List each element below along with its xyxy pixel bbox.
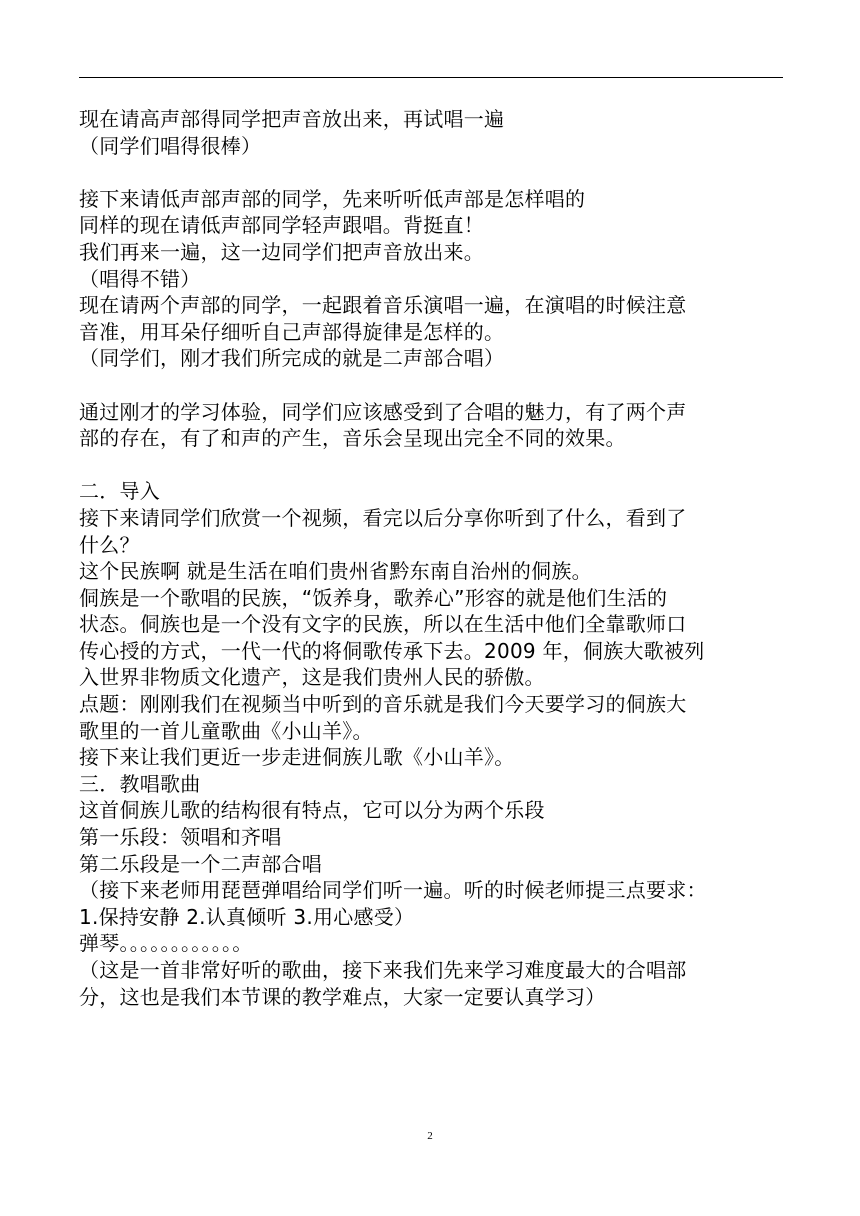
text-line: 现在请两个声部的同学，一起跟着音乐演唱一遍，在演唱的时候注意 xyxy=(79,293,687,318)
text-line: 接下来请同学们欣赏一个视频，看完以后分享你听到了什么，看到了 xyxy=(79,505,687,530)
text-line: 这个民族啊 就是生活在咱们贵州省黔东南自治州的侗族。 xyxy=(79,559,592,584)
section-heading: 二．导入 xyxy=(79,479,160,504)
text-line: 接下来请低声部声部的同学，先来听听低声部是怎样唱的 xyxy=(79,186,586,211)
text-line: 什么？ xyxy=(79,532,140,557)
text-line: 第一乐段：领唱和齐唱 xyxy=(79,825,282,850)
text-line: 同样的现在请低声部同学轻声跟唱。背挺直！ xyxy=(79,213,484,238)
text-line: 这首侗族儿歌的结构很有特点，它可以分为两个乐段 xyxy=(79,798,545,823)
document-body xyxy=(79,106,785,1010)
section-heading: 三．教唱歌曲 xyxy=(79,771,201,796)
text-line: 入世界非物质文化遗产，这是我们贵州人民的骄傲。 xyxy=(79,665,545,690)
blank-line xyxy=(79,372,785,399)
text-line: 音准，用耳朵仔细听自己声部得旋律是怎样的。 xyxy=(79,319,505,344)
text-line: 我们再来一遍，这一边同学们把声音放出来。 xyxy=(79,239,484,264)
blank-line xyxy=(79,159,785,186)
text-line: 歌里的一首儿童歌曲《小山羊》。 xyxy=(79,718,373,743)
text-line: 现在请高声部得同学把声音放出来，再试唱一遍 xyxy=(79,107,505,131)
text-line: （这是一首非常好听的歌曲，接下来我们先来学习难度最大的合唱部 xyxy=(79,958,687,982)
text-line: 分，这也是我们本节课的教学难点，大家一定要认真学习） xyxy=(79,984,606,1009)
blank-line xyxy=(79,452,785,479)
page-number: 2 xyxy=(427,1130,433,1142)
text-line: 传心授的方式，一代一代的将侗歌传承下去。2009 年，侗族大歌被列 xyxy=(79,638,705,663)
text-line: 通过刚才的学习体验，同学们应该感受到了合唱的魅力，有了两个声 xyxy=(79,399,687,424)
text-line: 部的存在，有了和声的产生，音乐会呈现出完全不同的效果。 xyxy=(79,426,626,451)
text-line: （接下来老师用琵琶弹唱给同学们听一遍。听的时候老师提三点要求： xyxy=(79,878,707,903)
text-line: （唱得不错） xyxy=(79,266,201,291)
text-line: 状态。侗族也是一个没有文字的民族，所以在生活中他们全靠歌师口 xyxy=(79,612,687,637)
text-line: 点题：刚刚我们在视频当中听到的音乐就是我们今天要学习的侗族大 xyxy=(79,692,687,717)
text-line: 弹琴。。。。。。。。。。。。 xyxy=(79,931,253,956)
text-line: （同学们唱得很棒） xyxy=(79,133,262,158)
header-rule xyxy=(79,77,783,78)
text-line: 第二乐段是一个二声部合唱 xyxy=(79,851,322,876)
text-line: 侗族是一个歌唱的民族，“饭养身，歌养心”形容的就是他们生活的 xyxy=(79,585,668,610)
text-line: （同学们，刚才我们所完成的就是二声部合唱） xyxy=(79,346,505,371)
text-line: 接下来让我们更近一步走进侗族儿歌《小山羊》。 xyxy=(79,745,515,770)
text-line: 1.保持安静 2.认真倾听 3.用心感受） xyxy=(79,904,415,929)
